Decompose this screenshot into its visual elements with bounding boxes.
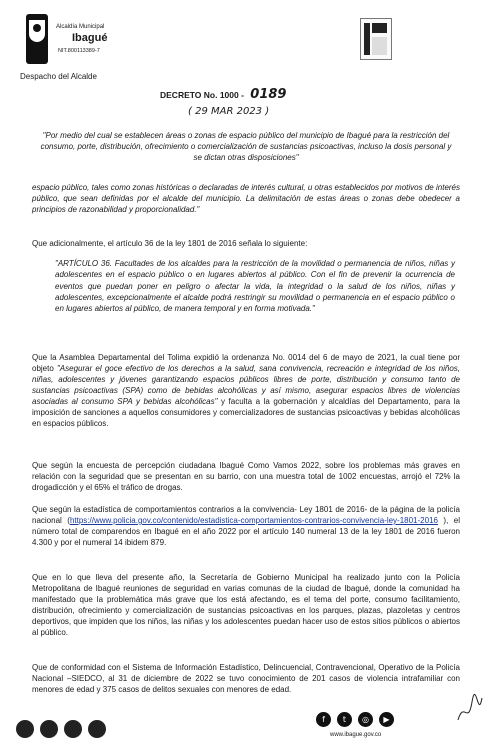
city-logo bbox=[26, 14, 48, 64]
paragraph-4: Que según la encuesta de percepción ciudadana Ibagué Como Vamos 2022, sobre los problemas más graves en relación con la seguridad que se presentan en su barrio, con una muestra total de 1002 encuestas, arrojó el 72% la drogadicción y el 65% el tráfico de drogas. bbox=[32, 461, 460, 492]
office-label: Despacho del Alcalde bbox=[20, 72, 97, 81]
footer-logo-1-icon bbox=[16, 720, 34, 738]
website-link[interactable]: www.ibague.gov.co bbox=[330, 732, 382, 738]
paragraph-5 bbox=[32, 504, 460, 548]
police-stats-link[interactable]: https://www.policia.gov.co/contenido/estadistica-comportamientos-contrarios-convivencia-ley-1801-2016 bbox=[69, 516, 438, 525]
paragraph-2: Que adicionalmente, el artículo 36 de la ley 1801 de 2016 señala lo siguiente: bbox=[32, 239, 308, 248]
decree-number: 0189 bbox=[250, 87, 287, 102]
decree-label: DECRETO No. 1000 - bbox=[160, 90, 244, 100]
org-name: Ibagué bbox=[72, 32, 108, 44]
certification-seal bbox=[360, 18, 392, 60]
footer-logo-3-icon bbox=[64, 720, 82, 738]
youtube-icon[interactable]: ▶ bbox=[379, 712, 394, 727]
article-quote: "ARTÍCULO 36. Facultades de los alcaldes para la restricción de la movilidad o permanencia de niños, niñas y adolescentes en el espacio público o en lugares abiertos al público. Con el fin de prevenir la ocurrencia de eventos que puedan poner en peligro o afectar la vida, la integridad o la salud de los niños, niñas y adolescentes, excepcionalmente el alcalde podrá restringir su movilidad o permanencia en el espacio público o en lugares abiertos al público, de manera temporal y en forma motivada." bbox=[55, 259, 455, 314]
org-nit: NIT.800113389-7 bbox=[58, 48, 100, 54]
paragraph-1: espacio público, tales como zonas históricas o declaradas de interés cultural, u otras establecidos por motivos de interés público, que sean definidas por el alcalde del municipio. La delimitación de estas áreas o zonas debe obedecer a principios de razonabilidad y proporcionalidad." bbox=[32, 183, 460, 214]
paragraph-7: Que de conformidad con el Sistema de Información Estadístico, Delincuencial, Contravencional, Operativo de la Policía Nacional –SIEDCO, al 31 de diciembre de 2022 se tuvo conocimiento de 201 casos de violencia intrafamiliar con menores de edad y 375 casos de delitos sexuales con menores de edad. bbox=[32, 663, 460, 694]
decree-date: ( 29 MAR 2023 ) bbox=[188, 106, 270, 117]
paragraph-3-end: y faculta a la gobernación y alcaldías del Departamento, para la imposición de sanciones a aquellos consumidores y comercializadores de sustancias psicoactivas y bebidas alcohólicas en espacios públicos. bbox=[32, 397, 461, 428]
paragraph-6: Que en lo que lleva del presente año, la Secretaría de Gobierno Municipal ha realizado junto con la Policía Metropolitana de Ibagué reuniones de seguridad en varias comunas de la ciudad de Ibagué, donde la comunidad ha manifestado que la problemática más grave que los está afectando, es el tema del porte, consumo facilitamiento, distribución, ofrecimiento y comercialización de sustancias psicoactivas en los parques, plazas, plazoletas y centros deportivos, que impiden que los niños, las niñas y los adolescentes puedan hacer uso de estos sitios públicos o abiertos al público. bbox=[32, 573, 460, 637]
decree-title: "Por medio del cual se establecen áreas o zonas de espacio público del municipio de Ibagué para la restricción del consumo, porte, distribución, ofrecimiento o comercialización de sustancias psicoactivas, incluso la dosis personal y se dictan otras disposiciones" bbox=[40, 131, 452, 162]
facebook-icon[interactable]: f bbox=[316, 712, 331, 727]
social-links bbox=[316, 712, 394, 727]
decree-header bbox=[160, 87, 286, 102]
twitter-icon[interactable]: t bbox=[337, 712, 352, 727]
paragraph-5-end: ), el número total de comparendos en Ibagué en el año 2022 por el artículo 140 numeral 13 de la ley 1801 de 2016 fueron 4.300 y por el numeral 14 ibidem 879. bbox=[32, 516, 461, 547]
paragraph-3-intro: Que la Asamblea Departamental del Tolima expidió la ordenanza No. 0014 del 6 de mayo de 2021, la cual tiene por objeto bbox=[32, 353, 460, 373]
footer-logo-2-icon bbox=[40, 720, 58, 738]
paragraph-5-intro: Que según la estadística de comportamientos contrarios a la convivencia- Ley 1801 de 2016- de la página de la policía nacional ( bbox=[32, 505, 460, 525]
org-line1: Alcaldía Municipal bbox=[56, 24, 105, 30]
handwritten-signature bbox=[454, 690, 484, 730]
paragraph-3 bbox=[32, 352, 460, 429]
paragraph-3-quote: "Asegurar el goce efectivo de los derechos a la salud, sana convivencia, recreación e integridad de los niños, niñas, adolescentes y jóvenes garantizando espacios públicos libres de porte, distribución y consumo tanto de sustancias psicoactivas (SPA) como de bebidas alcohólicas y así mismo, asegurar espacios libres de violencias asociadas al consumo SPA y bebidas alcohólicas" bbox=[32, 364, 460, 406]
footer-logo-4-icon bbox=[88, 720, 106, 738]
instagram-icon[interactable]: ◎ bbox=[358, 712, 373, 727]
footer-logos bbox=[16, 720, 106, 738]
